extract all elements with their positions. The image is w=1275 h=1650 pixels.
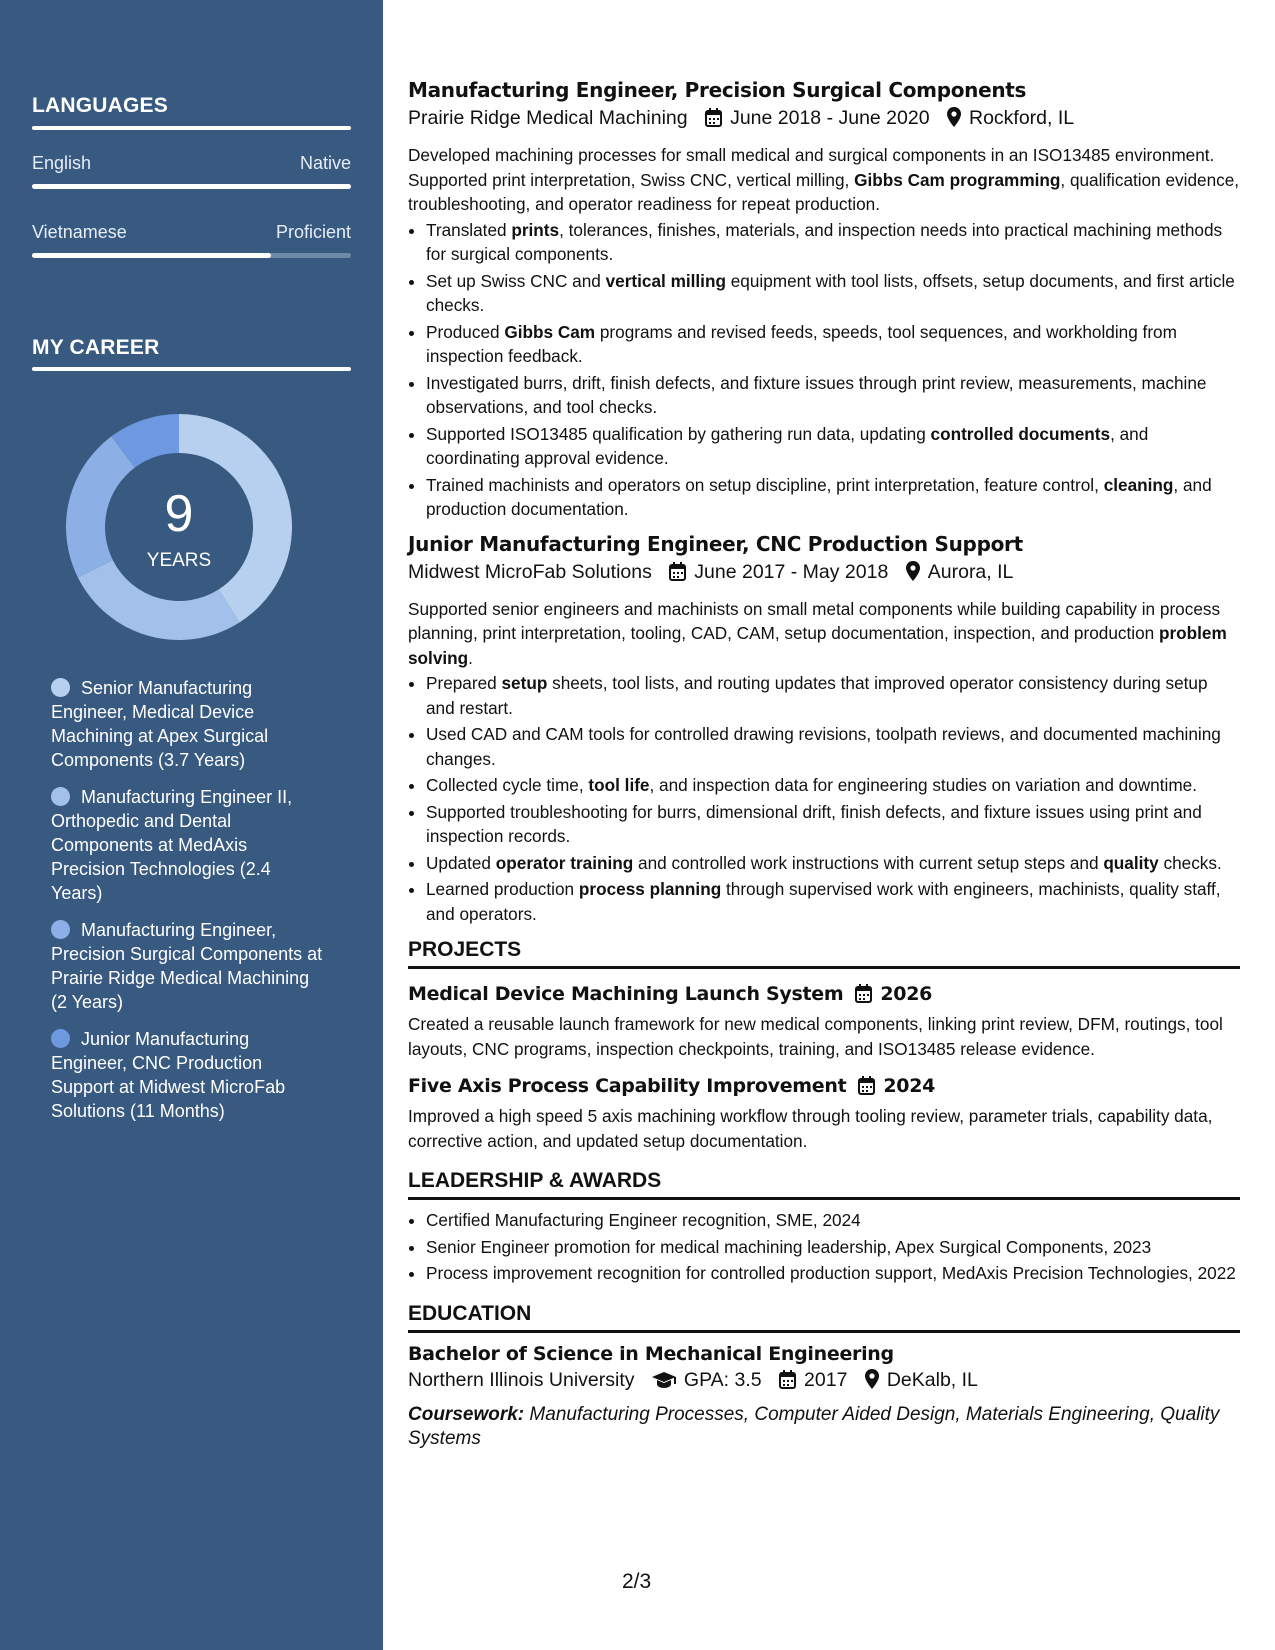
- graduation-year: 2017: [804, 1368, 848, 1391]
- bold-keyword: operator training: [495, 852, 634, 873]
- award-item: • Certified Manufacturing Engineer recognition, SME, 2024: [426, 1208, 1240, 1233]
- sidebar: [0, 0, 383, 1650]
- text: Supported ISO13485 qualification by gathering run data, updating: [426, 423, 931, 444]
- language-name: Vietnamese: [32, 222, 127, 242]
- bold-keyword: prints: [511, 219, 560, 240]
- text: Learned production: [426, 879, 579, 899]
- job-meta: [408, 107, 1240, 133]
- career-heading: MY CAREER: [32, 336, 160, 359]
- page-number: 2/3: [622, 1570, 652, 1593]
- coursework-label: Coursework:: [408, 1403, 525, 1425]
- job-title: Manufacturing Engineer, Precision Surgical Components: [408, 78, 1027, 102]
- bold-keyword: vertical milling: [605, 270, 726, 291]
- company-name: Prairie Ridge Medical Machining: [408, 107, 688, 129]
- job-bullets: [408, 218, 1240, 522]
- career-list: [51, 676, 323, 1136]
- project-title-row: [408, 1075, 1240, 1100]
- map-pin-icon: [947, 107, 961, 133]
- bullet: [426, 320, 1240, 369]
- career-item: [51, 1027, 323, 1123]
- project-year: 2024: [883, 1075, 936, 1097]
- awards-heading: LEADERSHIP & AWARDS: [408, 1169, 1240, 1200]
- job-entry: [408, 532, 1240, 927]
- coursework: [408, 1403, 1240, 1451]
- bullet: [426, 371, 1240, 420]
- main-content: [408, 78, 1240, 1451]
- projects-heading: PROJECTS: [408, 938, 1240, 969]
- legend-dot: [51, 787, 70, 806]
- award-item: • Senior Engineer promotion for medical machining leadership, Apex Surgical Components, 2023: [426, 1235, 1240, 1260]
- job-location: Rockford, IL: [968, 107, 1075, 129]
- school-name: Northern Illinois University: [408, 1368, 635, 1391]
- bullet: [426, 800, 1240, 849]
- bold-keyword: Gibbs Cam: [504, 321, 596, 342]
- career-item-text: Junior Manufacturing Engineer, CNC Production Support at Midwest MicroFab Solutions (11 Months): [51, 1029, 286, 1121]
- languages-rule: [32, 126, 351, 130]
- project-title: Five Axis Process Capability Improvement: [408, 1075, 847, 1097]
- company-name: Midwest MicroFab Solutions: [408, 560, 652, 583]
- language-row-vietnamese: [32, 222, 351, 243]
- career-total-years: 9: [164, 485, 194, 543]
- bold-keyword: cleaning: [1103, 474, 1174, 495]
- text: Translated: [426, 219, 512, 240]
- calendar-icon: [705, 108, 722, 133]
- job-meta: [408, 561, 1240, 587]
- calendar-icon: [855, 984, 872, 1008]
- text: Supported senior engineers and machinists on small metal components while building capability in process planning, print interpretation, tooling, CAD, CAM, setup documentation, inspection, and production: [408, 598, 1221, 643]
- legend-dot: [51, 678, 70, 697]
- text: sheets, tool lists, and routing updates that improved operator consistency during setup and restart.: [426, 673, 1208, 718]
- education-heading: EDUCATION: [408, 1302, 1240, 1333]
- text: Updated: [426, 852, 496, 873]
- job-dates: June 2017 - May 2018: [694, 560, 889, 583]
- education-meta: [408, 1369, 1240, 1395]
- job-dates: June 2018 - June 2020: [730, 107, 930, 129]
- text: Collected cycle time,: [426, 775, 589, 795]
- text: and controlled work instructions with current setup steps and: [633, 852, 1104, 873]
- language-bar-vietnamese: [32, 253, 351, 258]
- bold-keyword: Gibbs Cam programming: [854, 169, 1061, 190]
- text: Supported troubleshooting for burrs, dimensional drift, finish defects, and fixture issues using print and inspection records.: [426, 801, 1202, 846]
- bullet: [426, 722, 1240, 771]
- text: Developed machining processes for small medical and surgical components in an ISO13485 environment. Supported print interpretation, Swiss CNC, vertical milling,: [408, 145, 1215, 190]
- languages-heading: LANGUAGES: [32, 94, 168, 117]
- bullet: [426, 671, 1240, 720]
- bullet: [426, 473, 1240, 522]
- project-title: Medical Device Machining Launch System: [408, 983, 844, 1005]
- calendar-icon: [779, 1370, 796, 1395]
- project-year: 2026: [880, 983, 933, 1005]
- text: Set up Swiss CNC and: [426, 270, 606, 291]
- bold-keyword: quality: [1103, 852, 1159, 873]
- language-level: Native: [299, 153, 351, 173]
- career-item-text: Senior Manufacturing Engineer, Medical Device Machining at Apex Surgical Components (3.7 Years): [51, 678, 269, 770]
- project-entry: [408, 1075, 1240, 1153]
- bullet: [426, 269, 1240, 318]
- project-description: Improved a high speed 5 axis machining workflow through tooling review, parameter trials, capability data, corrective action, and updated setup documentation.: [408, 1106, 1213, 1151]
- job-description: [408, 143, 1240, 217]
- language-level: Proficient: [275, 222, 351, 242]
- job-location: Aurora, IL: [927, 560, 1014, 583]
- bold-keyword: problem solving: [408, 623, 1227, 668]
- project-title-row: [408, 983, 1240, 1008]
- job-entry: [408, 78, 1240, 522]
- text: , and inspection data for engineering studies on variation and downtime.: [649, 775, 1197, 795]
- gpa: GPA: 3.5: [683, 1368, 762, 1391]
- text: equipment with tool lists, offsets, setup documents, and first article checks.: [426, 270, 1235, 315]
- career-total-unit: YEARS: [146, 550, 212, 571]
- coursework-list: Manufacturing Processes, Computer Aided Design, Materials Engineering, Quality Systems: [408, 1403, 1220, 1449]
- text: Used CAD and CAM tools for controlled drawing revisions, toolpath reviews, and documented machining changes.: [426, 724, 1221, 769]
- career-item: [51, 918, 323, 1014]
- text: checks.: [1158, 852, 1222, 873]
- text: through supervised work with engineers, machinists, quality staff, and operators.: [426, 879, 1221, 924]
- calendar-icon: [858, 1076, 875, 1100]
- career-item: [51, 676, 323, 772]
- job-title: Junior Manufacturing Engineer, CNC Production Support: [408, 531, 1023, 556]
- bullet: [426, 773, 1240, 798]
- text: Trained machinists and operators on setup discipline, print interpretation, feature control,: [426, 474, 1104, 495]
- text: .: [468, 647, 473, 668]
- language-bar-english: [32, 184, 351, 189]
- legend-dot: [51, 920, 70, 939]
- career-item-text: Manufacturing Engineer, Precision Surgical Components at Prairie Ridge Medical Machining (2 Years): [51, 920, 323, 1012]
- bullet: [426, 218, 1240, 267]
- bullet: [426, 851, 1240, 876]
- donut-segment: [78, 560, 240, 640]
- text: programs and revised feeds, speeds, tool sequences, and workholding from inspection feedback.: [426, 321, 1177, 366]
- map-pin-icon: [865, 1369, 879, 1395]
- career-item: [51, 785, 323, 905]
- text: Produced: [426, 321, 505, 342]
- school-location: DeKalb, IL: [886, 1368, 978, 1391]
- bold-keyword: process planning: [578, 879, 722, 899]
- bullet: [426, 422, 1240, 471]
- project-description: Created a reusable launch framework for new medical components, linking print review, DFM, routings, tool layouts, CNC programs, inspection checkpoints, training, and ISO13485 release evidence.: [408, 1014, 1223, 1059]
- career-rule: [32, 367, 351, 371]
- language-name: English: [32, 153, 92, 173]
- award-item: • Process improvement recognition for controlled production support, MedAxis Precision Technologies, 2022: [426, 1261, 1240, 1286]
- bold-keyword: setup: [501, 673, 548, 693]
- legend-dot: [51, 1029, 70, 1048]
- language-bar-fill: [32, 253, 271, 258]
- calendar-icon: [669, 562, 686, 587]
- text: , and production documentation.: [426, 474, 1212, 519]
- degree: Bachelor of Science in Mechanical Engineering: [408, 1342, 894, 1365]
- map-pin-icon: [906, 561, 920, 587]
- text: , and coordinating approval evidence.: [426, 423, 1149, 468]
- career-item-text: Manufacturing Engineer II, Orthopedic and Dental Components at MedAxis Precision Technologies (2.4 Years): [51, 787, 293, 903]
- graduation-cap-icon: [652, 1371, 676, 1395]
- text: , qualification evidence, troubleshooting, and operator readiness for repeat production.: [408, 169, 1240, 214]
- job-bullets: [408, 671, 1240, 926]
- language-bar-fill: [32, 184, 351, 189]
- text: Investigated burrs, drift, finish defects, and fixture issues through print review, measurements, machine observations, and tool checks.: [426, 372, 1207, 417]
- bold-keyword: controlled documents: [930, 423, 1111, 444]
- language-row-english: [32, 153, 351, 174]
- bold-keyword: tool life: [588, 775, 650, 795]
- job-description: [408, 597, 1240, 671]
- awards-list: [408, 1208, 1240, 1286]
- text: , tolerances, finishes, materials, and inspection needs into practical machining methods for surgical components.: [426, 219, 1223, 264]
- project-entry: [408, 983, 1240, 1061]
- text: Prepared: [426, 673, 502, 693]
- bullet: [426, 877, 1240, 926]
